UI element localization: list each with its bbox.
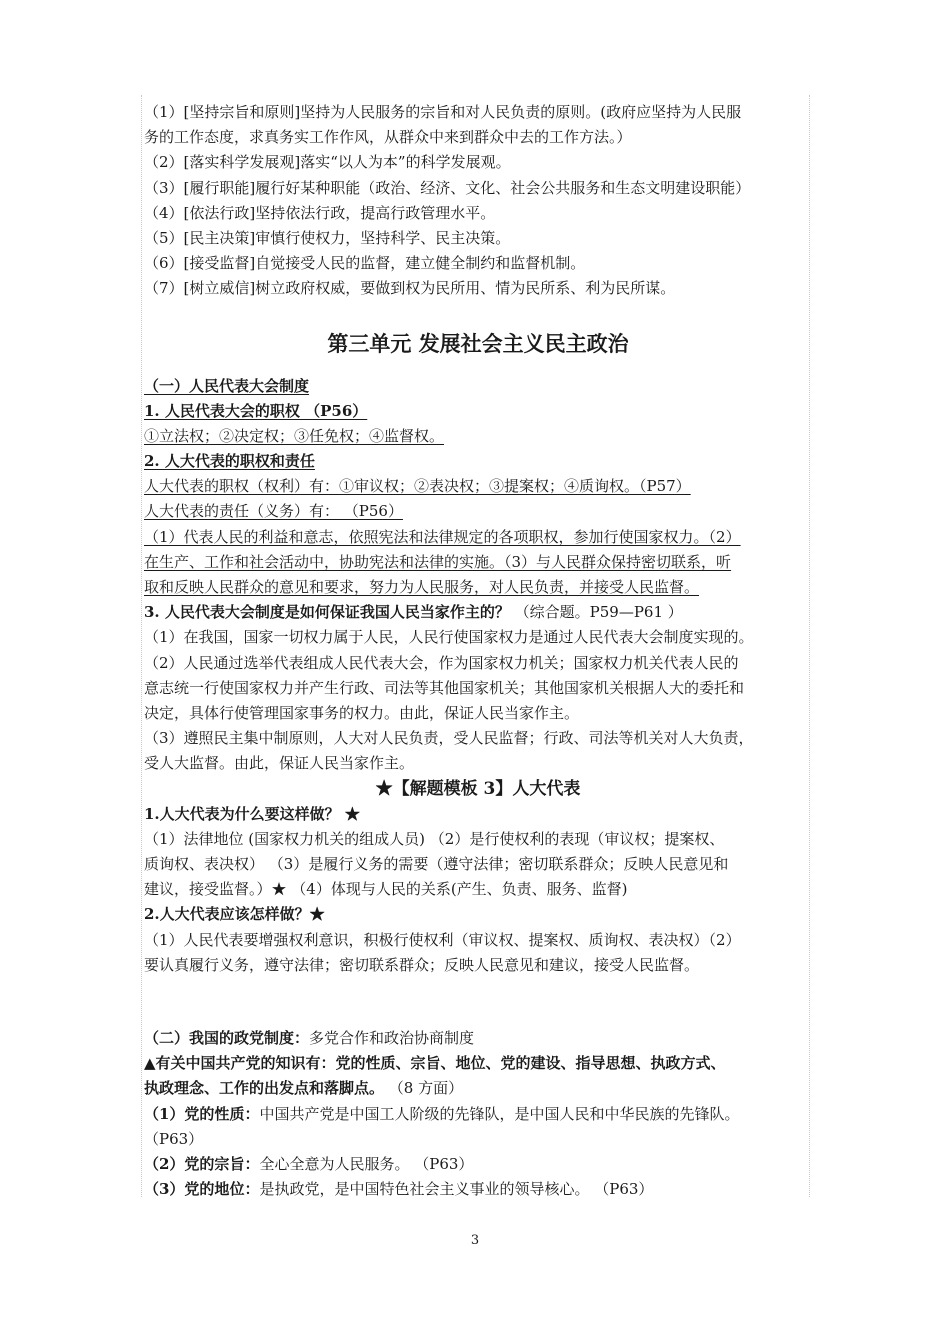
answer-line: 取和反映人民群众的意见和要求，努力为人民服务，对人民负责，并接受人民监督。 <box>144 578 700 596</box>
list-line: （4）[依法行政]坚持依法行政，提高行政管理水平。 <box>144 203 496 222</box>
unit-title: 第三单元 发展社会主义民主政治 <box>327 330 629 356</box>
section-heading: （二）我国的政党制度： <box>144 1029 310 1047</box>
section-npc-system <box>144 374 812 777</box>
section-heading: （一）人民代表大会制度 <box>144 376 310 395</box>
template-title: ★【解题模板 3】人大代表 <box>375 778 581 799</box>
answer-line: 人大代表的职权（权利）有：①审议权；②表决权；③提案权；④质询权。（P57） <box>144 477 691 496</box>
answer-line: （1）代表人民的利益和意志，依照宪法和法律规定的各项职权，参加行使国家权力。（2） <box>144 527 741 546</box>
answer-line: （1）法律地位 (国家权力机关的组成人员) （2）是行使权利的表现（审议权；提案权、 <box>144 829 725 848</box>
answer-line: ①立法权；②决定权；③任免权；④监督权。 <box>144 426 445 445</box>
section-heading-line <box>144 1026 812 1051</box>
question-heading: 2.人大代表应该怎样做？★ <box>144 905 325 924</box>
question-line <box>144 600 812 625</box>
margin-line-left <box>141 95 142 1197</box>
intro-line <box>144 1076 812 1101</box>
item-text: 是执政党，是中国特色社会主义事业的领导核心。 （P63） <box>259 1180 654 1199</box>
party-item-cont: （P63） <box>144 1129 204 1148</box>
answer-line: 意志统一行使国家权力并产生行政、司法等其他国家机关；其他国家机关根据人大的委托和 <box>144 678 745 697</box>
question-heading: 3. 人民代表大会制度是如何保证我国人民当家作主的？ <box>144 603 510 622</box>
item-label: （2）党的宗旨： <box>144 1154 260 1173</box>
page-content <box>144 100 812 1202</box>
answer-line: （1）人民代表要增强权利意识，积极行使权利（审议权、提案权、质询权、表决权）（2） <box>144 930 741 949</box>
answer-line: 人大代表的责任（义务）有： （P56） <box>144 502 403 521</box>
answer-line: 要认真履行义务，遵守法律；密切联系群众；反映人民意见和建议，接受人民监督。 <box>144 955 700 974</box>
item-text: 中国共产党是中国工人阶级的先锋队，是中国人民和中华民族的先锋队。 <box>259 1104 740 1123</box>
intro-note: （8 方面） <box>384 1079 464 1098</box>
question-heading: 2. 人大代表的职权和责任 <box>144 452 315 471</box>
answer-line: 质询权、表决权） （3）是履行义务的需要（遵守法律；密切联系群众；反映人民意见和 <box>144 855 729 874</box>
answer-line: 在生产、工作和社会活动中，协助宪法和法律的实施。（3）与人民群众保持密切联系，听 <box>144 552 732 571</box>
page-number: 3 <box>470 1233 480 1248</box>
item-text: 全心全意为人民服务。 （P63） <box>259 1154 474 1173</box>
list-line: （6）[接受监督]自觉接受人民的监督，建立健全制约和监督机制。 <box>144 254 586 273</box>
section-party-system <box>144 1026 812 1202</box>
intro-line: ▲有关中国共产党的知识有：党的性质、宗旨、地位、党的建设、指导思想、执政方式、 <box>144 1054 726 1073</box>
answer-line: 决定，具体行使管理国家事务的权力。由此，保证人民当家作主。 <box>144 703 580 722</box>
answer-line: （3）遵照民主集中制原则，人大对人民负责，受人民监督；行政、司法等机关对人大负责， <box>144 729 754 748</box>
item-label: （1）党的性质： <box>144 1104 260 1123</box>
list-line: 务的工作态度，求真务实工作作风，从群众中来到群众中去的工作方法。） <box>144 128 632 147</box>
section-heading-rest: 多党合作和政治协商制度 <box>309 1029 475 1047</box>
list-line: （2）[落实科学发展观]落实“以人为本”的科学发展观。 <box>144 153 511 172</box>
answer-template-3 <box>144 777 812 979</box>
question-note: （综合题。P59—P61 ） <box>509 603 683 622</box>
spacer <box>144 978 812 1026</box>
government-principles-list <box>144 100 812 302</box>
answer-line: 受人大监督。由此，保证人民当家作主。 <box>144 754 415 773</box>
intro-bold: 执政理念、工作的出发点和落脚点。 <box>144 1079 385 1098</box>
list-line: （5）[民主决策]审慎行使权力，坚持科学、民主决策。 <box>144 228 511 247</box>
party-item <box>144 1102 812 1127</box>
list-line: （1）[坚持宗旨和原则]坚持为人民服务的宗旨和对人民负责的原则。(政府应坚持为人民服 <box>144 103 742 121</box>
answer-line: 建议，接受监督。）★ （4）体现与人民的关系(产生、负责、服务、监督) <box>144 880 628 899</box>
answer-line: （1）在我国，国家一切权力属于人民，人民行使国家权力是通过人民代表大会制度实现的。 <box>144 628 754 647</box>
list-line: （7）[树立威信]树立政府权威，要做到权为民所用、情为民所系、利为民所谋。 <box>144 279 676 298</box>
item-label: （3）党的地位： <box>144 1180 260 1199</box>
answer-line: （2）人民通过选举代表组成人民代表大会，作为国家权力机关；国家权力机关代表人民的 <box>144 653 739 672</box>
party-item <box>144 1152 812 1177</box>
party-item <box>144 1177 812 1202</box>
list-line: （3）[履行职能]履行好某种职能（政治、经济、文化、社会公共服务和生态文明建设职能） <box>144 178 751 197</box>
question-heading: 1.人大代表为什么要这样做？ ★ <box>144 804 360 823</box>
question-heading: 1. 人民代表大会的职权 （P56） <box>144 401 368 420</box>
